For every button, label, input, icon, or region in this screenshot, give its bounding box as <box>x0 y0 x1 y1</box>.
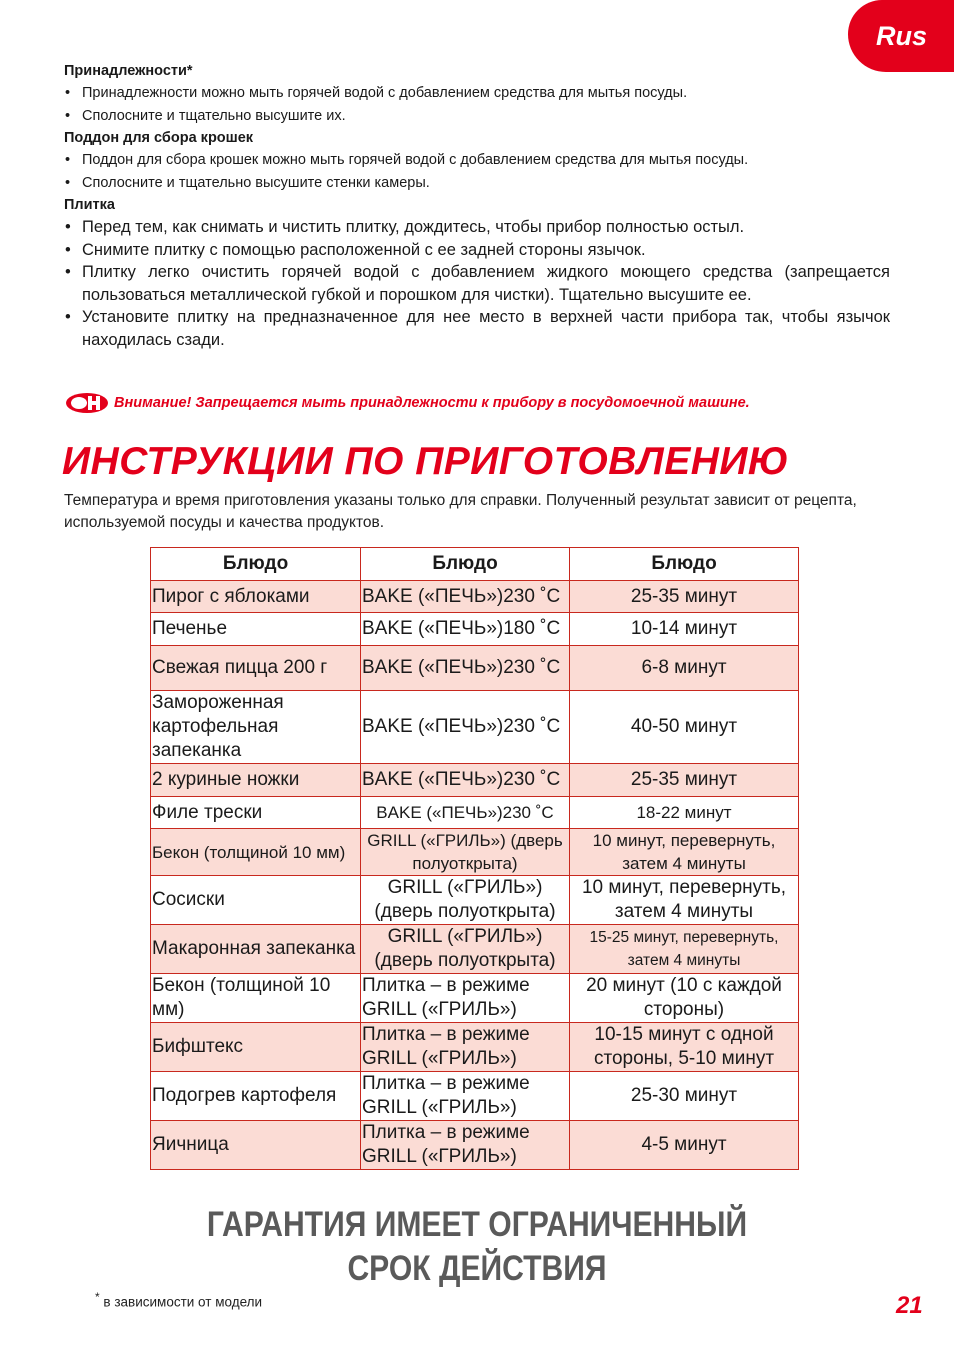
mode-cell: BAKE («ПЕЧЬ»)230 ˚C <box>361 691 570 764</box>
column-header: Блюдо <box>151 548 361 581</box>
table-row <box>151 829 799 876</box>
table-row <box>151 691 799 764</box>
mode-cell: BAKE («ПЕЧЬ»)230 ˚C <box>361 646 570 691</box>
list-item: • Перед тем, как снимать и чистить плитку, дождитесь, чтобы прибор полностью остыл. <box>64 216 890 239</box>
no-dishwasher-icon <box>64 391 110 415</box>
mode-cell: BAKE («ПЕЧЬ»)180 ˚C <box>361 613 570 646</box>
footnote-mark: * <box>95 1290 100 1304</box>
time-cell: 4-5 минут <box>570 1121 799 1170</box>
table-row <box>151 613 799 646</box>
mode-cell: Плитка – в режиме GRILL («ГРИЛЬ») <box>361 1121 570 1170</box>
warning-text: Внимание! Запрещается мыть принадлежности к прибору в посудомоечной машине. <box>114 395 750 411</box>
mode-cell: GRILL («ГРИЛЬ») (дверь полуоткрыта) <box>361 829 570 876</box>
table-row <box>151 646 799 691</box>
crumb-tray-list <box>64 149 890 194</box>
mode-cell: Плитка – в режиме GRILL («ГРИЛЬ») <box>361 1023 570 1072</box>
time-cell: 15-25 минут, перевернуть, затем 4 минуты <box>570 925 799 974</box>
plate-heading: Плитка <box>64 197 115 213</box>
list-item: • Установите плитку на предназначенное для нее место в верхней части прибора так, чтобы язычок находилась сзади. <box>64 306 890 351</box>
dish-cell: Яичница <box>151 1121 361 1170</box>
cooking-title: ИНСТРУКЦИИ ПО ПРИГОТОВЛЕНИЮ <box>62 440 790 483</box>
language-label: Rus <box>876 20 928 51</box>
plate-list <box>64 216 890 352</box>
accessories-list <box>64 82 890 127</box>
time-cell: 25-35 минут <box>570 581 799 613</box>
dish-cell: Макаронная запеканка <box>151 925 361 974</box>
dishwasher-warning <box>64 391 750 415</box>
list-item: • Поддон для сбора крошек можно мыть горячей водой с добавлением средства для мытья посуды. <box>64 149 890 172</box>
time-cell: 40-50 минут <box>570 691 799 764</box>
dish-cell: Сосиски <box>151 876 361 925</box>
mode-cell: BAKE («ПЕЧЬ»)230 ˚C <box>361 581 570 613</box>
guarantee-line-1: ГАРАНТИЯ ИМЕЕТ ОГРАНИЧЕННЫЙ <box>206 1205 748 1244</box>
mode-cell: BAKE («ПЕЧЬ»)230 ˚C <box>361 797 570 829</box>
dish-cell: Бифштекс <box>151 1023 361 1072</box>
table-row <box>151 1072 799 1121</box>
guarantee-heading <box>67 1203 887 1291</box>
column-header: Блюдо <box>570 548 799 581</box>
mode-cell: Плитка – в режиме GRILL («ГРИЛЬ») <box>361 974 570 1023</box>
list-item: • Сполосните и тщательно высушите стенки камеры. <box>64 172 890 195</box>
table-row <box>151 925 799 974</box>
list-item: • Принадлежности можно мыть горячей водой с добавлением средства для мытья посуды. <box>64 82 890 105</box>
time-cell: 6-8 минут <box>570 646 799 691</box>
dish-cell: Филе трески <box>151 797 361 829</box>
dish-cell: Подогрев картофеля <box>151 1072 361 1121</box>
time-cell: 25-35 минут <box>570 764 799 797</box>
dish-cell: Печенье <box>151 613 361 646</box>
mode-cell: GRILL («ГРИЛЬ») (дверь полуоткрыта) <box>361 876 570 925</box>
guarantee-line-2: СРОК ДЕЙСТВИЯ <box>347 1249 607 1288</box>
dish-cell: Замороженная картофельная запеканка <box>151 691 361 764</box>
dish-cell: Бекон (толщиной 10 мм) <box>151 974 361 1023</box>
time-cell: 18-22 минут <box>570 797 799 829</box>
dish-cell: Пирог с яблоками <box>151 581 361 613</box>
column-header: Блюдо <box>361 548 570 581</box>
care-section <box>64 60 890 352</box>
time-cell: 10 минут, перевернуть, затем 4 минуты <box>570 876 799 925</box>
cooking-table <box>150 547 799 1170</box>
time-cell: 25-30 минут <box>570 1072 799 1121</box>
accessories-heading: Принадлежности* <box>64 63 193 79</box>
table-row <box>151 764 799 797</box>
list-item: • Снимите плитку с помощью расположенной с ее задней стороны язычок. <box>64 239 890 262</box>
dish-cell: Бекон (толщиной 10 мм) <box>151 829 361 876</box>
time-cell: 20 минут (10 с каждой стороны) <box>570 974 799 1023</box>
list-item: • Сполосните и тщательно высушите их. <box>64 105 890 128</box>
table-row <box>151 1121 799 1170</box>
table-row <box>151 974 799 1023</box>
footnote-text: в зависимости от модели <box>99 1294 263 1310</box>
mode-cell: BAKE («ПЕЧЬ»)230 ˚C <box>361 764 570 797</box>
list-item: • Плитку легко очистить горячей водой с добавлением жидкого моющего средства (запрещается пользоваться металлической губкой и порошком для чистки). Тщательно высушите ее. <box>64 261 890 306</box>
table-row <box>151 797 799 829</box>
table-header-row <box>151 548 799 581</box>
dish-cell: 2 куриные ножки <box>151 764 361 797</box>
dish-cell: Свежая пицца 200 г <box>151 646 361 691</box>
time-cell: 10 минут, перевернуть, затем 4 минуты <box>570 829 799 876</box>
footnote <box>95 1290 262 1310</box>
time-cell: 10-14 минут <box>570 613 799 646</box>
mode-cell: Плитка – в режиме GRILL («ГРИЛЬ») <box>361 1072 570 1121</box>
crumb-tray-heading: Поддон для сбора крошек <box>64 130 254 146</box>
time-cell: 10-15 минут с одной стороны, 5-10 минут <box>570 1023 799 1072</box>
table-row <box>151 581 799 613</box>
page-number: 21 <box>896 1292 923 1319</box>
mode-cell: GRILL («ГРИЛЬ») (дверь полуоткрыта) <box>361 925 570 974</box>
cooking-intro: Температура и время приготовления указаны только для справки. Полученный результат зависит от рецепта, используемой посуды и качества продуктов. <box>64 492 857 531</box>
table-row <box>151 876 799 925</box>
table-row <box>151 1023 799 1072</box>
